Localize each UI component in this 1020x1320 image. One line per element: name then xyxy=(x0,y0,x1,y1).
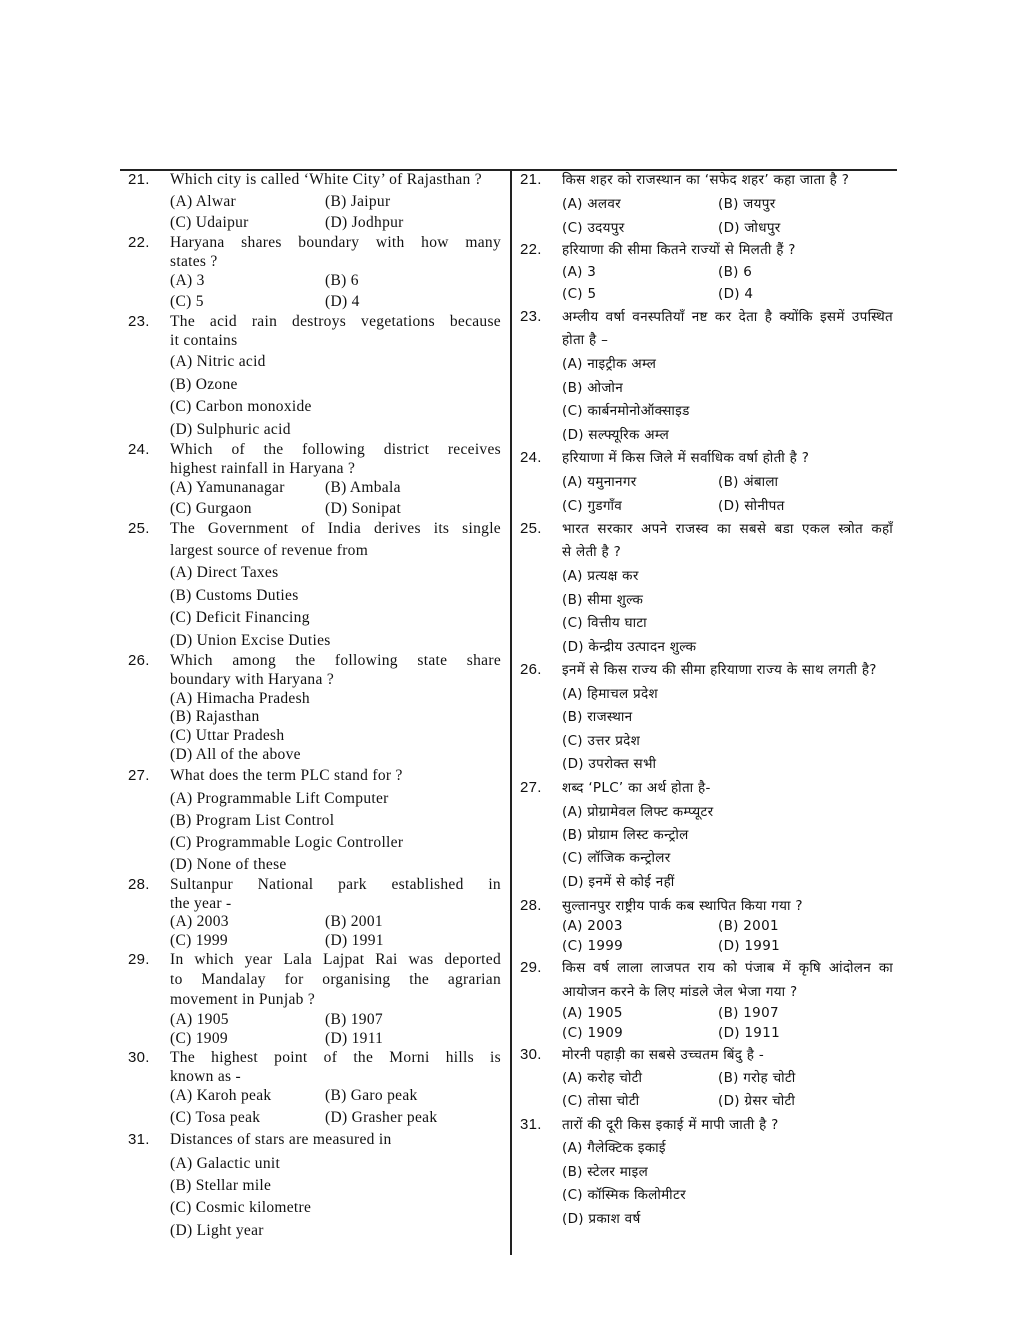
question-text: किस वर्ष लाला लाजपत राय को पंजाब में कृषि आंदोलन का xyxy=(562,960,893,976)
option-d: (D) सल्फ्यूरिक अम्ल xyxy=(562,427,670,443)
option-a: (A) प्रोग्रामेवल लिफ्ट कम्प्यूटर xyxy=(562,804,714,820)
question-number: 31. xyxy=(128,1131,150,1148)
question-text: the year - xyxy=(170,895,232,912)
option-b: (B) ओजोन xyxy=(562,380,624,396)
question-number: 28. xyxy=(128,876,150,893)
question-text: highest rainfall in Haryana ? xyxy=(170,460,356,477)
option-c: (C) Cosmic kilometre xyxy=(170,1199,312,1216)
option-d: (D) Union Excise Duties xyxy=(170,632,331,649)
option-d: (D) सोनीपत xyxy=(718,498,785,514)
question-text: Which of the following district receives xyxy=(170,441,501,458)
option-a: (A) 2003 xyxy=(170,913,229,930)
question-text: to Mandalay for organising the agrarian xyxy=(170,971,501,988)
option-c: (C) 5 xyxy=(170,293,204,310)
option-b: (B) अंबाला xyxy=(718,474,779,490)
option-b: (B) सीमा शुल्क xyxy=(562,592,644,608)
option-a: (A) Yamunanagar xyxy=(170,479,285,496)
option-b: (B) Garo peak xyxy=(325,1087,418,1104)
option-d: (D) 1911 xyxy=(718,1025,780,1041)
option-b: (B) प्रोग्राम लिस्ट कन्ट्रोल xyxy=(562,827,689,843)
question-text: Haryana shares boundary with how many xyxy=(170,234,501,251)
option-a: (A) यमुनानगर xyxy=(562,474,637,490)
question-number: 24. xyxy=(520,449,542,466)
question-number: 29. xyxy=(520,959,542,976)
option-a: (A) प्रत्यक्ष कर xyxy=(562,568,639,584)
option-d: (D) जोधपुर xyxy=(718,220,781,236)
option-b: (B) गरोह चोटी xyxy=(718,1070,796,1086)
option-a: (A) नाइट्रीक अम्ल xyxy=(562,356,657,372)
option-c: (C) Tosa peak xyxy=(170,1109,261,1126)
question-text: हरियाणा में किस जिले में सर्वाधिक वर्षा होती है ? xyxy=(562,450,810,466)
option-b: (B) Ambala xyxy=(325,479,401,496)
question-number: 25. xyxy=(520,520,542,537)
option-b: (B) Program List Control xyxy=(170,812,335,829)
question-text: The acid rain destroys vegetations because xyxy=(170,313,501,330)
option-b: (B) 2001 xyxy=(718,918,779,934)
option-b: (B) Rajasthan xyxy=(170,708,260,725)
option-d: (D) प्रकाश वर्ष xyxy=(562,1211,641,1227)
option-b: (B) 1907 xyxy=(325,1011,383,1028)
option-a: (A) 2003 xyxy=(562,918,623,934)
question-number: 30. xyxy=(128,1049,150,1066)
question-number: 27. xyxy=(520,779,542,796)
question-text: movement in Punjab ? xyxy=(170,991,316,1008)
option-b: (B) Customs Duties xyxy=(170,587,299,604)
question-text: भारत सरकार अपने राजस्व का सबसे बडा एकल स्त्रोत कहाँ xyxy=(562,521,893,537)
option-c: (C) तोसा चोटी xyxy=(562,1093,640,1109)
option-b: (B) Stellar mile xyxy=(170,1177,272,1194)
option-c: (C) Udaipur xyxy=(170,214,249,231)
question-text: largest source of revenue from xyxy=(170,542,369,559)
option-c: (C) Carbon monoxide xyxy=(170,398,312,415)
question-text: शब्द ‘PLC’ का अर्थ होता है- xyxy=(562,780,711,796)
question-text: known as - xyxy=(170,1068,242,1085)
question-text: किस शहर को राजस्थान का ‘सफेद शहर’ कहा जाता है ? xyxy=(562,172,850,188)
option-b: (B) राजस्थान xyxy=(562,709,633,725)
question-text: it contains xyxy=(170,332,238,349)
question-number: 30. xyxy=(520,1046,542,1063)
question-text: states ? xyxy=(170,253,218,270)
option-a: (A) 3 xyxy=(562,264,597,280)
question-number: 26. xyxy=(520,661,542,678)
question-text: आयोजन करने के लिए मांडले जेल भेजा गया ? xyxy=(562,984,798,1000)
question-number: 27. xyxy=(128,767,150,784)
option-d: (D) 4 xyxy=(325,293,360,310)
option-c: (C) 1999 xyxy=(562,938,624,954)
option-b: (B) स्टेलर माइल xyxy=(562,1164,649,1180)
question-text: तारों की दूरी किस इकाई में मापी जाती है ? xyxy=(562,1117,779,1133)
option-b: (B) Ozone xyxy=(170,376,238,393)
option-a: (A) Karoh peak xyxy=(170,1087,272,1104)
question-text: boundary with Haryana ? xyxy=(170,671,334,688)
option-d: (D) Sulphuric acid xyxy=(170,421,291,438)
question-text: The highest point of the Morni hills is xyxy=(170,1049,501,1066)
option-d: (D) Sonipat xyxy=(325,500,402,517)
question-text: In which year Lala Lajpat Rai was deported xyxy=(170,951,501,968)
question-text: The Government of India derives its single xyxy=(170,520,501,537)
option-d: (D) 1991 xyxy=(718,938,780,954)
question-number: 31. xyxy=(520,1116,542,1133)
option-d: (D) केन्द्रीय उत्पादन शुल्क xyxy=(562,639,697,655)
question-number: 29. xyxy=(128,951,150,968)
option-c: (C) उदयपुर xyxy=(562,220,625,236)
option-a: (A) 1905 xyxy=(170,1011,229,1028)
option-b: (B) 1907 xyxy=(718,1005,779,1021)
option-a: (A) गैलेक्टिक इकाई xyxy=(562,1140,666,1156)
question-text: इनमें से किस राज्य की सीमा हरियाणा राज्य के साथ लगती है? xyxy=(562,662,877,678)
option-d: (D) ग्रेसर चोटी xyxy=(718,1093,796,1109)
question-number: 25. xyxy=(128,520,150,537)
question-text: Which city is called ‘White City’ of Rajasthan ? xyxy=(170,171,482,188)
option-a: (A) Alwar xyxy=(170,193,236,210)
question-number: 28. xyxy=(520,897,542,914)
question-text: से लेती है ? xyxy=(562,544,622,560)
option-c: (C) Deficit Financing xyxy=(170,609,310,626)
option-d: (D) 1911 xyxy=(325,1030,384,1047)
question-number: 23. xyxy=(520,308,542,325)
question-number: 23. xyxy=(128,313,150,330)
column-divider xyxy=(510,170,512,1255)
option-c: (C) Gurgaon xyxy=(170,500,252,517)
option-c: (C) लॉजिक कन्ट्रोलर xyxy=(562,850,671,866)
option-c: (C) उत्तर प्रदेश xyxy=(562,733,641,749)
option-a: (A) Direct Taxes xyxy=(170,564,279,581)
option-a: (A) 1905 xyxy=(562,1005,623,1021)
option-d: (D) 1991 xyxy=(325,932,384,949)
option-c: (C) कार्बनमोनोऑक्साइड xyxy=(562,403,690,419)
option-d: (D) Jodhpur xyxy=(325,214,404,231)
question-number: 24. xyxy=(128,441,150,458)
question-text: Which among the following state share xyxy=(170,652,501,669)
option-a: (A) हिमाचल प्रदेश xyxy=(562,686,658,702)
option-d: (D) All of the above xyxy=(170,746,301,763)
option-a: (A) Galactic unit xyxy=(170,1155,281,1172)
option-c: (C) Programmable Logic Controller xyxy=(170,834,404,851)
option-c: (C) कॉस्मिक किलोमीटर xyxy=(562,1187,686,1203)
option-d: (D) Grasher peak xyxy=(325,1109,438,1126)
question-text: हरियाणा की सीमा कितने राज्यों से मिलती हैं ? xyxy=(562,242,796,258)
question-number: 26. xyxy=(128,652,150,669)
question-text: होता है – xyxy=(562,332,609,348)
option-b: (B) 6 xyxy=(325,272,359,289)
option-b: (B) Jaipur xyxy=(325,193,391,210)
option-c: (C) 5 xyxy=(562,286,597,302)
option-d: (D) Light year xyxy=(170,1222,264,1239)
option-c: (C) वित्तीय घाटा xyxy=(562,615,647,631)
option-c: (C) Uttar Pradesh xyxy=(170,727,285,744)
option-a: (A) करोह चोटी xyxy=(562,1070,643,1086)
option-b: (B) जयपुर xyxy=(718,196,776,212)
option-a: (A) Nitric acid xyxy=(170,353,266,370)
option-a: (A) Himacha Pradesh xyxy=(170,690,310,707)
option-a: (A) 3 xyxy=(170,272,205,289)
option-a: (A) Programmable Lift Computer xyxy=(170,790,389,807)
option-d: (D) 4 xyxy=(718,286,754,302)
option-b: (B) 6 xyxy=(718,264,753,280)
option-b: (B) 2001 xyxy=(325,913,383,930)
option-c: (C) 1999 xyxy=(170,932,228,949)
question-text: What does the term PLC stand for ? xyxy=(170,767,403,784)
option-c: (C) गुडगाँव xyxy=(562,498,623,514)
option-a: (A) अलवर xyxy=(562,196,621,212)
question-text: अम्लीय वर्षा वनस्पतियाँ नष्ट कर देता है क्योंकि इसमें उपस्थित xyxy=(562,309,893,325)
question-number: 21. xyxy=(520,171,542,188)
question-text: सुल्तानपुर राष्ट्रीय पार्क कब स्थापित किया गया ? xyxy=(562,898,803,914)
option-d: (D) इनमें से कोई नहीं xyxy=(562,874,675,890)
option-d: (D) None of these xyxy=(170,856,287,873)
question-number: 22. xyxy=(128,234,150,251)
question-text: मोरनी पहाड़ी का सबसे उच्चतम बिंदु है - xyxy=(562,1047,765,1063)
question-text: Sultanpur National park established in xyxy=(170,876,501,893)
question-number: 22. xyxy=(520,241,542,258)
option-c: (C) 1909 xyxy=(170,1030,228,1047)
option-d: (D) उपरोक्त सभी xyxy=(562,756,657,772)
option-c: (C) 1909 xyxy=(562,1025,624,1041)
question-number: 21. xyxy=(128,171,150,188)
question-text: Distances of stars are measured in xyxy=(170,1131,392,1148)
